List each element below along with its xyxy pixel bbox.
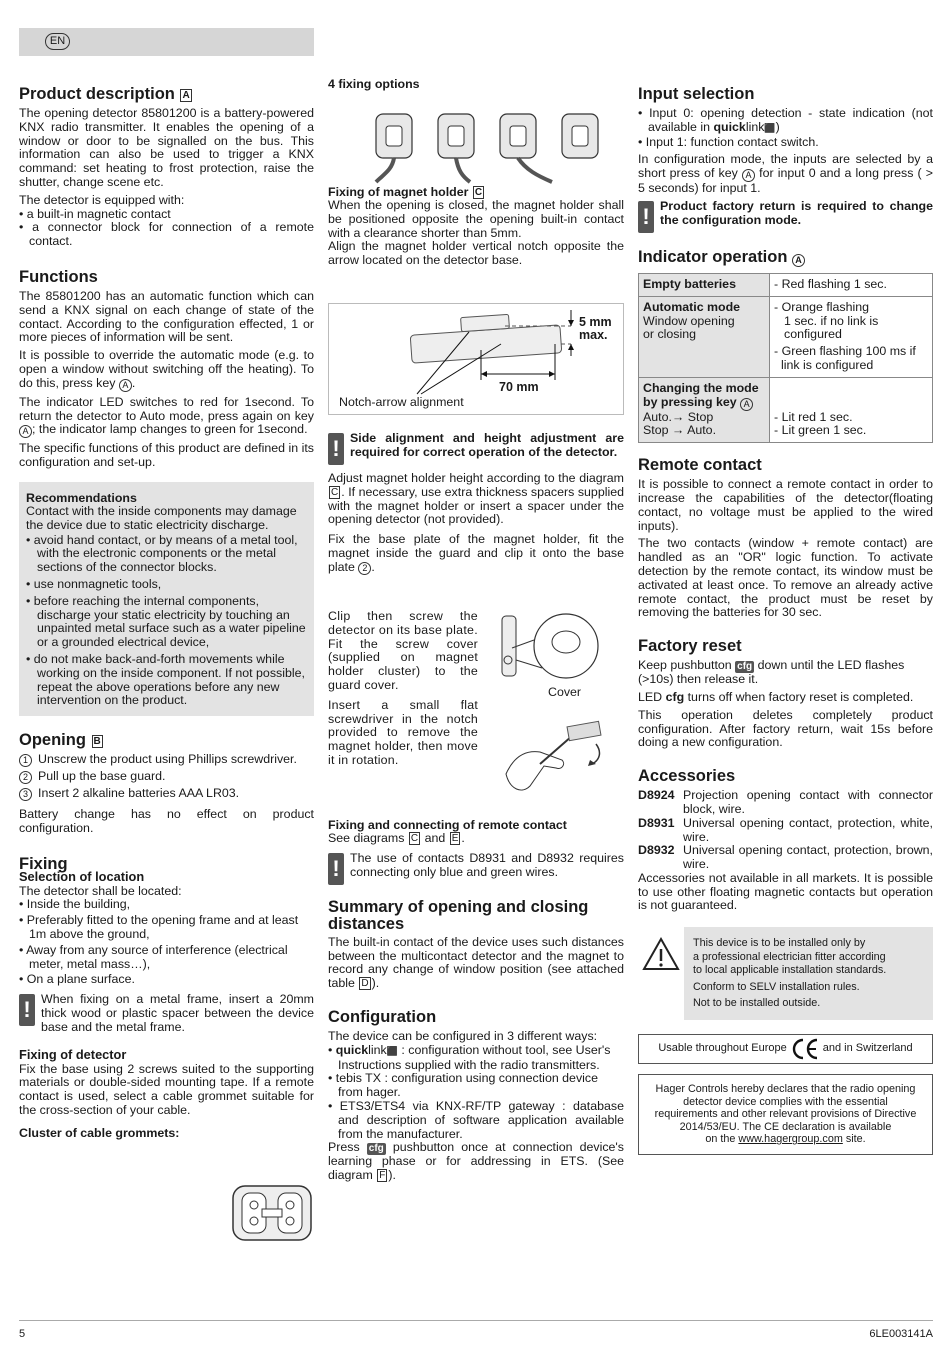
column-2-magnet <box>328 185 624 272</box>
indicator-table <box>638 273 933 443</box>
contacts-warning: ! The use of contacts D8931 and D8932 requires connecting only blue and green wires. <box>328 852 624 885</box>
declaration-box: Hager Controls hereby declares that the radio opening detector device complies with the essential requirements and other relevant provisions of Directive 2014/53/EU. The CE declaration is available on the www.hagergroup.com site. <box>638 1074 933 1155</box>
clearance-label: 5 mm max. <box>579 315 612 342</box>
list-item: • use nonmagnetic tools, <box>26 578 307 592</box>
config-intro: The device can be configured in 3 different ways: <box>328 1028 598 1043</box>
diagram-ref: B <box>93 736 101 748</box>
cfg-button-icon: cfg <box>737 661 753 673</box>
clip-text: Clip then screw the detector on its base plate. Fit the screw cover (supplied on magnet holder cluster) to the guard cover. Insert a small flat screwdriver in the notch provided to remove the magnet holder, then move it in rotation. <box>328 609 478 767</box>
product-paragraph: The opening detector 85801200 is a battery-powered KNX radio transmitter. It enables the opening of a window or door to be signalled on the bus. This information can also be used to trigger a KNX command: set heating to frost protection, raise the shutter, change scene etc. <box>19 106 314 189</box>
factory-reset-heading: Factory reset <box>638 637 742 656</box>
list-item: • avoid hand contact, or by means of a metal tool, with the electronic components or the metal sections of the connector blocks. <box>26 534 307 575</box>
list-item: • Away from any source of interference (electrical meter, metal mass…), <box>19 944 314 972</box>
list-item: • Inside the building, <box>19 898 314 912</box>
key-a-icon: A <box>740 398 753 411</box>
ce-mark-icon <box>791 1038 819 1060</box>
accessories-list <box>638 789 933 872</box>
list-item: • quicklink⬛ : configuration without tool, see User's Instructions supplied with the radio transmitters. <box>328 1044 624 1073</box>
remote-contact-fixing-heading: Fixing and connecting of remote contact <box>328 818 567 832</box>
diagram-ref: C <box>410 833 419 844</box>
fixing-heading: Fixing <box>19 854 68 873</box>
location-heading: Selection of location <box>19 868 145 884</box>
screwdriver-illustration <box>500 716 608 796</box>
key-a-icon: A <box>742 169 755 182</box>
magnet-holder-heading: Fixing of magnet holder C <box>328 185 483 199</box>
diagram-ref: C <box>474 187 483 198</box>
summary-paragraph: The built-in contact of the device uses such distances between the multicontact detector and the magnet to record any change of window position (see attached table D ). <box>328 934 624 991</box>
table-row: Empty batteries - Red flashing 1 sec. <box>639 273 933 296</box>
functions-paragraph-2: It is possible to override the automatic mode (e.g. to open a window without switching off the heating). To do this, press key A . <box>19 348 314 390</box>
magnet-paragraph-2: Align the magnet holder vertical notch opposite the arrow located on the detector base. <box>328 239 624 268</box>
column-2-adjust <box>328 430 624 579</box>
table-row: Changing the mode by pressing key A Auto.→ Stop Stop → Auto. - Lit red 1 sec. - Lit green 1 sec. <box>639 377 933 442</box>
reset-paragraph-1: Keep pushbutton cfg down until the LED flashes (>10s) then release it. <box>638 658 905 687</box>
remote-contact-heading: Remote contact <box>638 456 762 475</box>
list-item: • do not make back-and-forth movements while working on the inside component. If not possible, repeat the above operations before any new intervention on the product. <box>26 653 307 708</box>
language-bar <box>19 28 314 56</box>
distance-label: 70 mm <box>499 380 539 394</box>
list-item: • tebis TX : configuration using connection device from hager. <box>328 1072 624 1100</box>
page-number: 5 <box>19 1328 26 1340</box>
warning-icon: ! <box>19 994 35 1026</box>
reset-paragraph-2: LED cfg turns off when factory reset is completed. <box>638 689 914 704</box>
recommendations-heading: Recommendations <box>26 490 137 505</box>
step-2-icon: 2 <box>358 562 371 575</box>
fixing-detector-heading: Fixing of detector <box>19 1046 127 1062</box>
recommendations-box <box>19 482 314 716</box>
list-item: 3 Insert 2 alkaline batteries AAA LR03. <box>19 787 314 801</box>
column-2-remote <box>328 818 624 1187</box>
summary-heading: Summary of opening and closing distances <box>328 897 589 933</box>
side-warning: ! Side alignment and height adjustment are required for correct operation of the detector. <box>328 432 624 465</box>
list-item: D8932 Universal opening contact, protection, brown, wire. <box>638 843 933 872</box>
list-item: • Preferably fitted to the opening frame and at least 1m above the ground, <box>19 914 314 942</box>
functions-paragraph-4: The specific functions of this product are defined in its configuration and set-up. <box>19 441 314 470</box>
fixing-options-illustration <box>366 104 602 186</box>
list-item: D8924 Projection opening contact with connector block, wire. <box>638 788 933 816</box>
list-item: • a connector block for connection of a remote contact. <box>19 221 314 249</box>
warning-icon: ! <box>328 433 344 465</box>
location-list <box>19 898 314 987</box>
opening-steps <box>19 753 314 801</box>
configuration-heading: Configuration <box>328 1007 437 1026</box>
key-a-icon: A <box>792 254 805 267</box>
indicator-heading: Indicator operation A <box>638 247 933 267</box>
location-intro: The detector shall be located: <box>19 883 182 898</box>
ce-box: Usable throughout Europe and in Switzerland <box>638 1034 933 1064</box>
footer-divider <box>19 1320 933 1321</box>
list-item: D8931 Universal opening contact, protection, white, wire. <box>638 815 933 844</box>
warning-triangle-icon <box>638 927 684 1020</box>
fixing-detector-paragraph: Fix the base using 2 screws suited to the supporting materials or double-sided mounting tape. If a remote contact is used, select a cable grommet suitable for the cross-section of your cable. <box>19 1061 314 1118</box>
opening-note: Battery change has no effect on product configuration. <box>19 807 314 835</box>
column-1 <box>19 70 314 1140</box>
installation-notice: This device is to be installed only by a professional electrician fitter according to local applicable installation standards. Conform to SELV installation rules. Not to be installed outside. <box>638 927 933 1020</box>
opening-heading: Opening B <box>19 731 101 750</box>
magnet-paragraph: When the opening is closed, the magnet holder shall be positioned opposite the opening built-in contact with a clearance shorter than 5mm. <box>328 198 624 240</box>
remote-paragraph: See diagrams C and E . <box>328 831 465 845</box>
magnet-alignment-figure <box>328 303 624 415</box>
table-row: Automatic mode Window opening or closing - Orange flashing 1 sec. if no link is configured - Green flashing 100 ms if link is configured <box>639 296 933 377</box>
list-item: • Input 0: opening detection - state indication (not available in quicklink⬛) <box>638 107 933 136</box>
notch-label: Notch-arrow alignment <box>339 395 464 409</box>
list-item: 1 Unscrew the product using Phillips screwdriver. <box>19 753 314 767</box>
remote-paragraph-2: The two contacts (window + remote contact) are handled as an "OR" logic function. To activate detection by the remote contact, its window must be activated at least once. To remove an already active remote contact, the product must be reset by removing the batteries for 30 sec. <box>638 536 933 620</box>
diagram-ref: C <box>331 486 339 498</box>
metal-warning: ! When fixing on a metal frame, insert a 20mm thick wood or plastic spacer between the device base and the metal frame. <box>19 993 314 1034</box>
input-paragraph: In configuration mode, the inputs are selected by a short press of key A for input 0 and a long press ( > 5 seconds) for input 1. <box>638 152 933 196</box>
accessories-note: Accessories not available in all markets. It is possible to use other floating magnetic contacts but operation is not guaranteed. <box>638 870 933 913</box>
document-reference: 6LE003141A <box>869 1328 933 1340</box>
list-item: • ETS3/ETS4 via KNX-RF/TP gateway : database and description of software application available from the manufacturer. <box>328 1100 624 1141</box>
functions-paragraph: The 85801200 has an automatic function which can send a KNX signal on each change of state of the contact. According to the configuration effected, 1 or more pieces of information will be sent. <box>19 288 314 345</box>
cable-grommet-illustration <box>230 1183 314 1243</box>
diagram-ref: D <box>361 978 369 990</box>
key-a-icon: A <box>19 425 32 438</box>
list-item: • a built-in magnetic contact <box>19 208 314 222</box>
input-selection-heading: Input selection <box>638 85 755 103</box>
language-badge: EN <box>45 33 70 50</box>
functions-heading: Functions <box>19 267 98 286</box>
adjust-paragraph: Adjust magnet holder height according to the diagram C . If necessary, use extra thickness spacers supplied with the magnet holder or insert a spacer under the opening detector (not provided). <box>328 471 624 527</box>
cfg-button-icon: cfg <box>368 1143 384 1155</box>
input-list <box>638 107 933 149</box>
list-item: • Input 1: function contact switch. <box>638 136 933 150</box>
hager-link[interactable]: www.hagergroup.com <box>738 1133 843 1146</box>
press-paragraph: Press cfg pushbutton once at connection device's learning phase or for addressing in ETS. (See diagram F ). <box>328 1140 624 1183</box>
grommet-heading: Cluster of cable grommets: <box>19 1125 180 1140</box>
column-2 <box>328 70 624 91</box>
reset-paragraph-3: This operation deletes completely product configuration. After factory return, wait 15s before doing a new configuration. <box>638 707 933 750</box>
functions-paragraph-3: The indicator LED switches to red for 1second. To return the detector to Auto mode, press again on key A ; the indicator lamp changes to green for 1second. <box>19 394 314 437</box>
base-plate-paragraph: Fix the base plate of the magnet holder, fit the magnet inside the guard and clip it onto the base plate 2 . <box>328 532 624 574</box>
diagram-ref: E <box>451 833 459 844</box>
list-item: • On a plane surface. <box>19 973 314 987</box>
product-paragraph-2: The detector is equipped with: <box>19 192 185 207</box>
accessories-heading: Accessories <box>638 767 736 786</box>
recommendations-intro: Contact with the inside components may damage the device due to static electricity discharge. <box>26 503 297 532</box>
product-description-heading: Product description A <box>19 85 190 103</box>
factory-warning: ! Product factory return is required to change the configuration mode. <box>638 200 933 233</box>
key-a-icon: A <box>119 379 132 392</box>
warning-icon: ! <box>328 853 344 885</box>
cover-label: Cover <box>548 685 582 699</box>
list-item: 2 Pull up the base guard. <box>19 770 314 784</box>
config-list <box>328 1044 624 1142</box>
column-3 <box>638 70 933 1155</box>
product-list <box>19 208 314 249</box>
fixing-options-heading: 4 fixing options <box>328 77 420 91</box>
remote-paragraph-1: It is possible to connect a remote contact in order to increase the capabilities of the detector(floating contact, no voltage must be applied to the wired inputs). <box>638 477 933 533</box>
list-item: • before reaching the internal components, discharge your static electricity by touching an unpainted metal surface such as a water pipeline or a grounded electrical device, <box>26 595 307 650</box>
warning-icon: ! <box>638 201 654 233</box>
diagram-ref: F <box>379 1170 386 1182</box>
diagram-ref: A <box>182 90 190 101</box>
